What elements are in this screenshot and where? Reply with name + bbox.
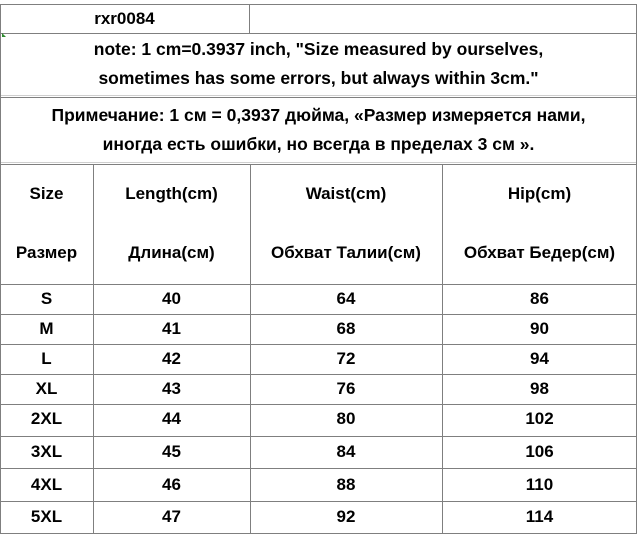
grid-line: [0, 164, 637, 165]
cell-waist: 72: [336, 349, 356, 368]
cell-hip: 94: [530, 349, 549, 368]
cell-waist: 92: [336, 507, 356, 526]
note-english: [0, 34, 637, 94]
cell-length: 47: [162, 507, 181, 526]
cell-length: 44: [162, 409, 181, 428]
cell-waist: 76: [336, 379, 356, 398]
cell-length: 40: [162, 289, 181, 308]
grid-line: [0, 97, 637, 98]
empty-title-cell: [249, 4, 637, 34]
grid-line: [0, 284, 637, 285]
grid-line: [250, 164, 251, 534]
grid-line: [442, 164, 443, 534]
grid-line: [0, 4, 1, 534]
cell-comment-marker: [2, 33, 6, 37]
cell-hip: 102: [525, 409, 554, 428]
grid-line: [0, 95, 637, 96]
cell-size: XL: [35, 379, 58, 398]
grid-line: [0, 501, 637, 502]
grid-line: [0, 4, 637, 5]
cell-waist: 88: [336, 475, 356, 494]
note-russian-line-1: Примечание: 1 см = 0,3937 дюйма, «Размер измеряется нами,: [51, 105, 586, 125]
cell-hip: 90: [530, 319, 549, 338]
cell-hip: 98: [530, 379, 549, 398]
cell-hip: 86: [530, 289, 549, 308]
header-hip-ru: Обхват Бедер(см): [463, 243, 616, 262]
grid-line: [0, 374, 637, 375]
cell-size: 5XL: [30, 507, 63, 526]
grid-line: [249, 4, 250, 34]
header-hip-en: Hip(cm): [507, 184, 572, 203]
header-length-ru: Длина(см): [128, 243, 215, 262]
grid-line: [0, 468, 637, 469]
cell-size: L: [41, 349, 52, 368]
cell-size: 4XL: [30, 475, 63, 494]
grid-line: [93, 164, 94, 534]
cell-hip: 114: [525, 507, 554, 526]
cell-waist: 80: [336, 409, 356, 428]
grid-line: [0, 436, 637, 437]
cell-length: 41: [162, 319, 181, 338]
header-length-en: Length(cm): [125, 184, 218, 203]
note-english-line-1: note: 1 cm=0.3937 inch, "Size measured by ourselves,: [93, 39, 544, 59]
cell-hip: 106: [525, 442, 554, 461]
note-russian-line-2: иногда есть ошибки, но всегда в пределах 3 см ».: [102, 134, 535, 154]
header-waist-en: Waist(cm): [305, 184, 387, 203]
note-english-line-2: sometimes has some errors, but always within 3cm.": [98, 68, 539, 88]
grid-line: [0, 344, 637, 345]
cell-size: 2XL: [30, 409, 63, 428]
product-code: rxr0084: [94, 9, 155, 28]
grid-line: [0, 533, 637, 534]
cell-length: 46: [162, 475, 181, 494]
cell-waist: 68: [336, 319, 356, 338]
product-code-cell: [0, 4, 249, 34]
cell-hip: 110: [525, 475, 554, 494]
grid-line: [0, 314, 637, 315]
cell-size: 3XL: [30, 442, 63, 461]
grid-line: [0, 404, 637, 405]
cell-waist: 84: [336, 442, 356, 461]
header-size-en: Size: [29, 184, 64, 203]
note-russian: [0, 99, 637, 161]
cell-length: 45: [162, 442, 181, 461]
cell-length: 43: [162, 379, 181, 398]
header-waist-ru: Обхват Талии(см): [271, 243, 421, 262]
cell-waist: 64: [336, 289, 356, 308]
cell-length: 42: [162, 349, 181, 368]
cell-size: S: [40, 289, 53, 308]
grid-line: [0, 33, 637, 34]
cell-size: M: [39, 319, 54, 338]
grid-line: [0, 162, 637, 163]
header-size-ru: Размер: [15, 243, 78, 262]
